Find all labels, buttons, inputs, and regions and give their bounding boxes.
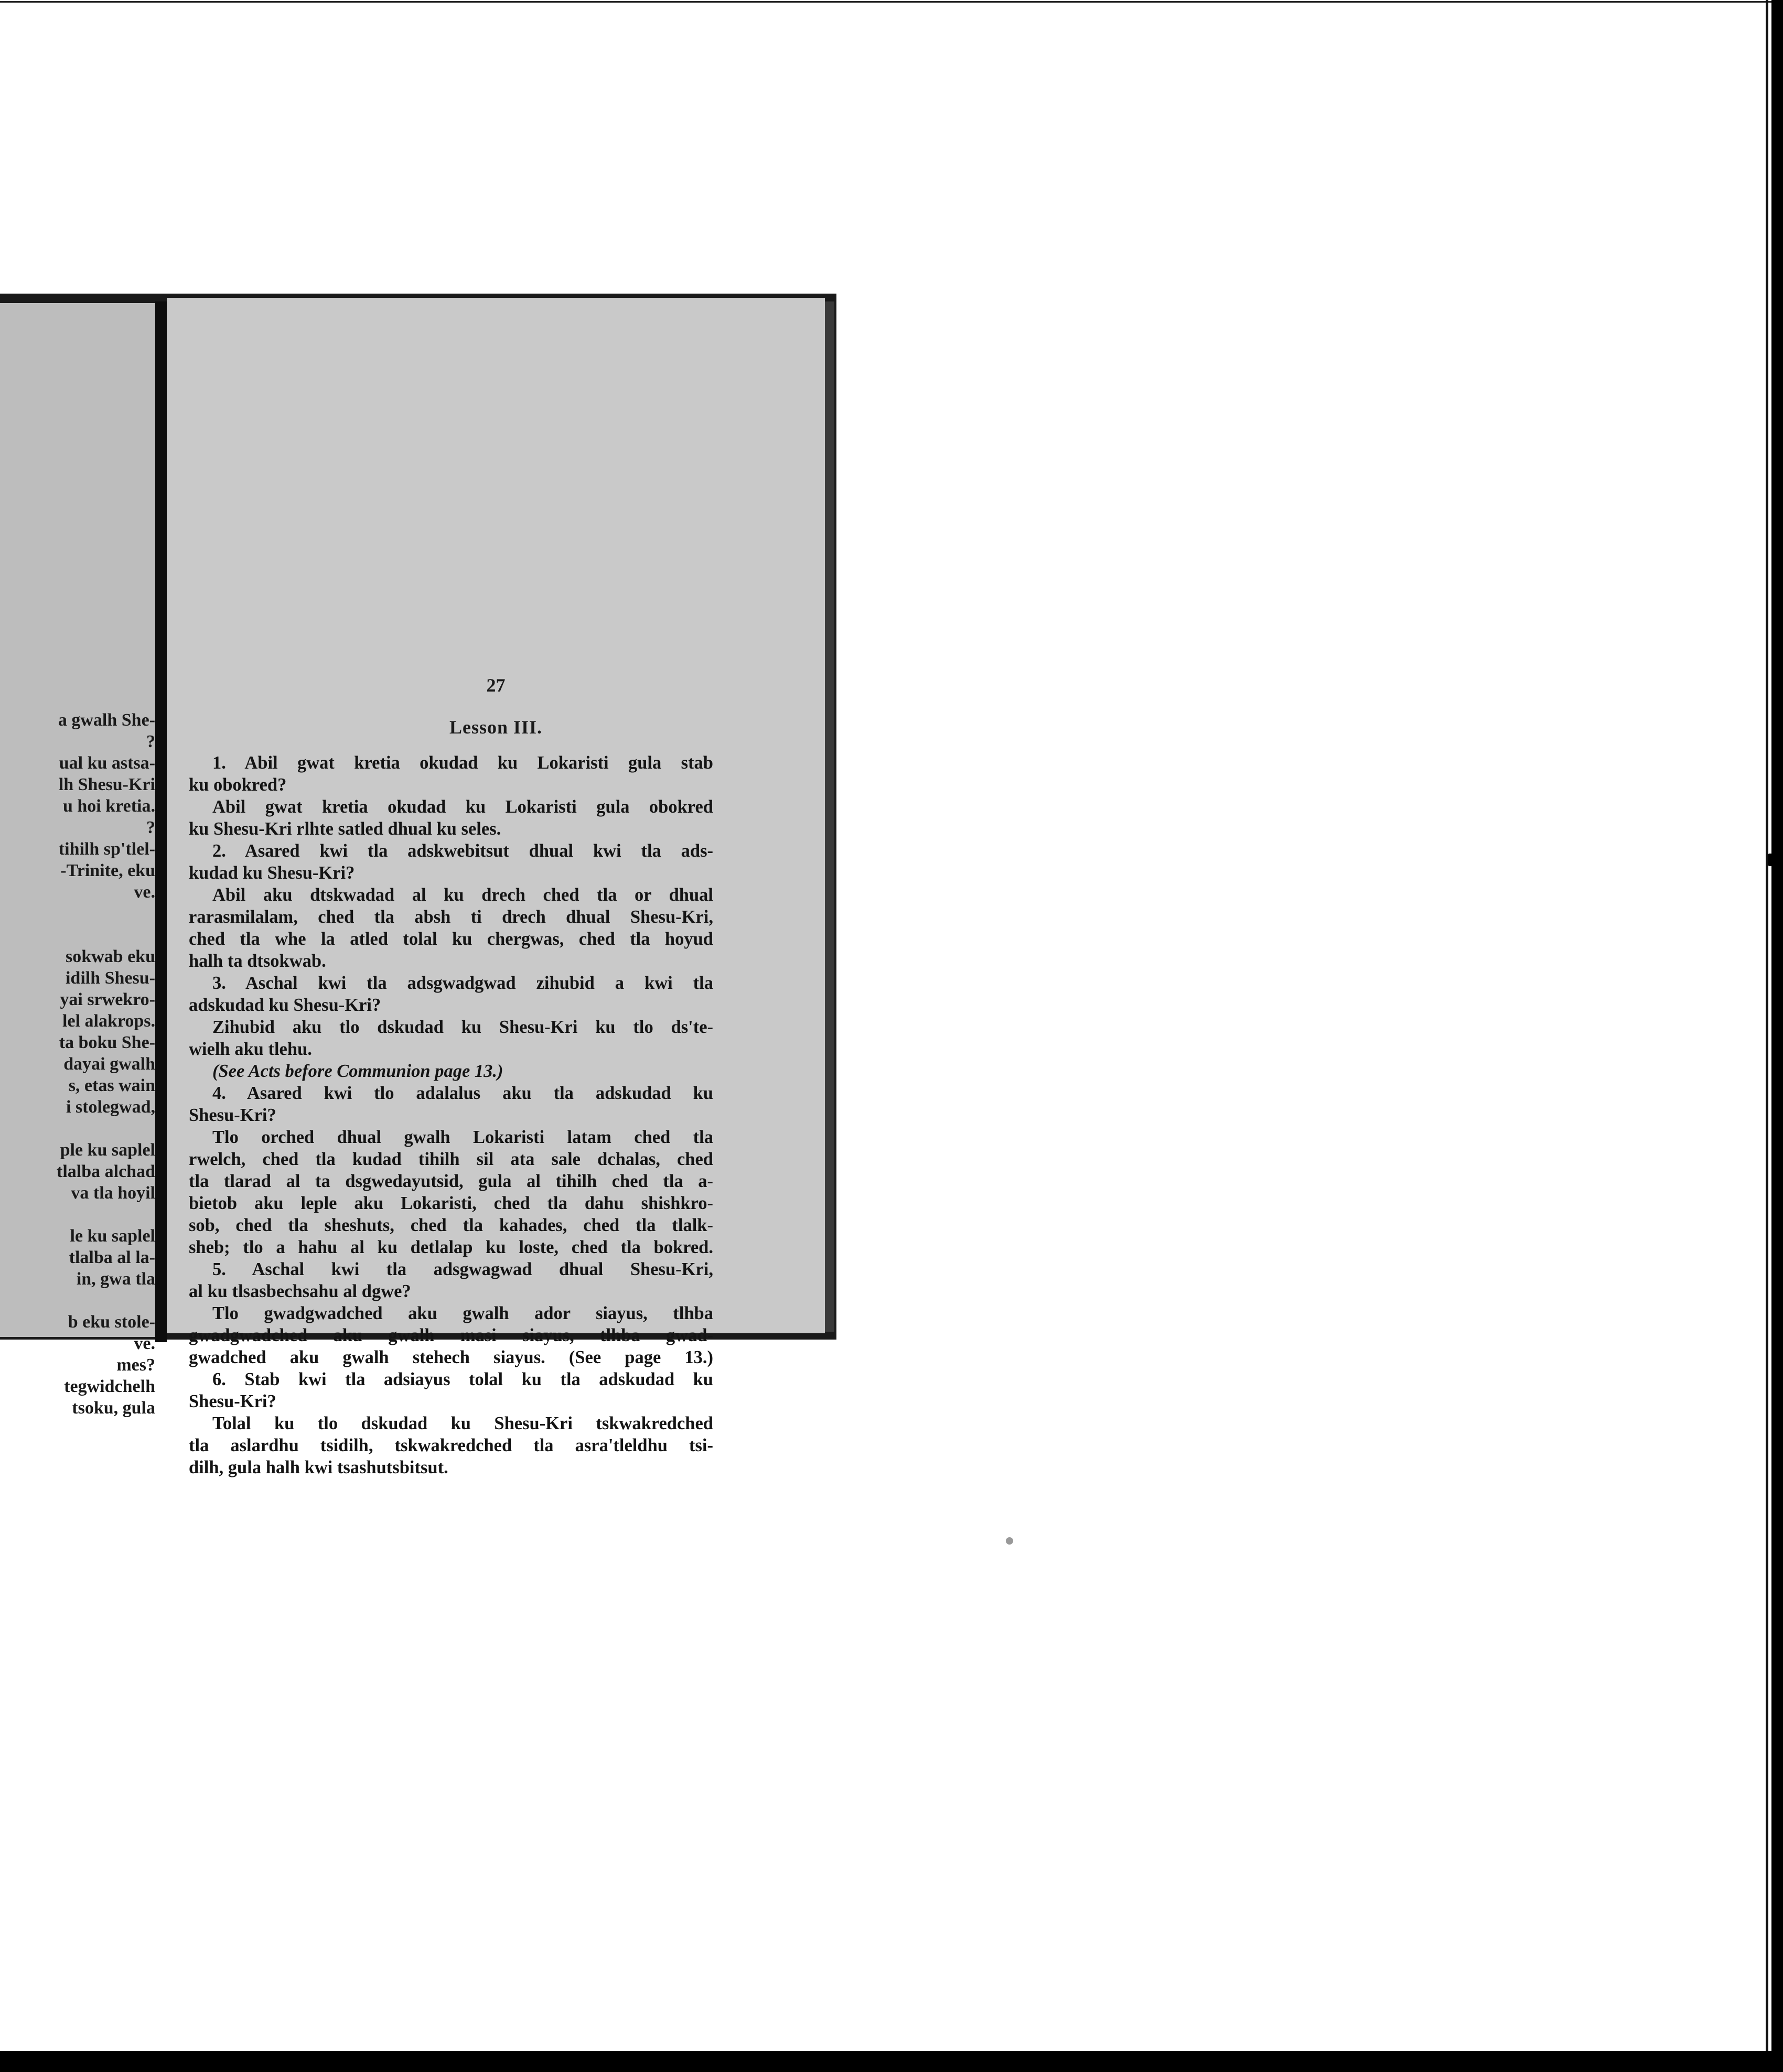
- lesson-line: wielh aku tlehu.: [189, 1039, 312, 1059]
- lesson-line: Tolal ku tlo dskudad ku Shesu-Kri tskwakredched: [212, 1413, 713, 1433]
- right-page: [167, 298, 825, 1477]
- lesson-title: Lesson III.: [449, 717, 543, 738]
- left-page-line: mes?: [116, 1355, 155, 1375]
- left-page-line: tlalba al la-: [69, 1248, 155, 1267]
- scan-frame-bottom: [0, 2051, 1783, 2072]
- lesson-line: sheb; tlo a hahu al ku detlalap ku loste, ched tla bokred.: [189, 1237, 713, 1257]
- left-page-line: ?: [146, 818, 155, 837]
- lesson-body: [189, 752, 713, 1479]
- lesson-line: tla aslardhu tsidilh, tskwakredched tla asra'tleldhu tsi-: [189, 1436, 713, 1455]
- lesson-line: Shesu-Kri?: [189, 1391, 276, 1411]
- left-page-line: [0, 1290, 155, 1311]
- left-page-line: yai srwekro-: [60, 990, 155, 1009]
- lesson-line: Tlo orched dhual gwalh Lokaristi latam ched tla: [212, 1127, 713, 1147]
- left-page-line: tsoku, gula: [72, 1398, 155, 1418]
- left-page-line: [0, 903, 155, 924]
- scan-frame-right: [1771, 0, 1783, 2072]
- lesson-line: 5. Aschal kwi tla adsgwagwad dhual Shesu-Kri,: [212, 1259, 713, 1279]
- lesson-line: halh ta dtsokwab.: [189, 951, 326, 971]
- left-page-line: dayai gwalh: [63, 1054, 155, 1074]
- left-page-line: tihilh sp'tlel-: [58, 839, 155, 859]
- lesson-line: gwadgwadched aku gwalh masi siayus, tlhba gwad-: [189, 1325, 713, 1345]
- lesson-line: 3. Aschal kwi tla adsgwadgwad zihubid a kwi tla: [212, 973, 713, 993]
- lesson-line: al ku tlsasbechsahu al dgwe?: [189, 1281, 411, 1301]
- lesson-line: sob, ched tla sheshuts, ched tla kahades, ched tla tlalk-: [189, 1215, 713, 1235]
- lesson-line: 1. Abil gwat kretia okudad ku Lokaristi gula stab: [212, 753, 713, 773]
- lesson-line: 2. Asared kwi tla adskwebitsut dhual kwi tla ads-: [212, 841, 713, 861]
- left-page-line: ual ku astsa-: [59, 753, 155, 773]
- lesson-line: ku Shesu-Kri rlhte satled dhual ku seles.: [189, 819, 501, 839]
- left-page-line: ple ku saplel: [60, 1140, 155, 1160]
- left-page-line: [0, 1118, 155, 1139]
- left-page-line: tlalba alchad: [57, 1162, 155, 1181]
- lesson-line: 6. Stab kwi tla adsiayus tolal ku tla adskudad ku: [212, 1369, 713, 1389]
- left-page-line: sokwab eku: [65, 947, 155, 966]
- book-gutter: [155, 301, 167, 1342]
- page-edge: [825, 301, 834, 1332]
- lesson-line: Zihubid aku tlo dskudad ku Shesu-Kri ku tlo ds'te-: [212, 1017, 713, 1037]
- left-page-line: ve.: [134, 882, 155, 902]
- scan-speck: [1006, 1537, 1013, 1545]
- scan-frame-top: [0, 1, 1773, 3]
- left-page-line: u hoi kretia.: [62, 796, 155, 816]
- lesson-line: Abil aku dtskwadad al ku drech ched tla or dhual: [212, 885, 713, 905]
- lesson-line: Tlo gwadgwadched aku gwalh ador siayus, tlhba: [212, 1303, 713, 1323]
- scan-frame-right-inner: [1766, 0, 1768, 2072]
- left-page-line: ?: [146, 732, 155, 751]
- left-page-line: [0, 924, 155, 946]
- lesson-line: (See Acts before Communion page 13.): [212, 1061, 503, 1081]
- lesson-line: bietob aku leple aku Lokaristi, ched tla dahu shishkro-: [189, 1193, 713, 1213]
- lesson-line: kudad ku Shesu-Kri?: [189, 863, 355, 883]
- lesson-line: gwadched aku gwalh stehech siayus. (See page 13.): [189, 1347, 713, 1367]
- left-page-line: va tla hoyil: [71, 1183, 155, 1203]
- lesson-line: tla tlarad al ta dsgwedayutsid, gula al tihilh ched tla a-: [189, 1171, 713, 1191]
- left-page-line: [0, 1204, 155, 1225]
- left-page-line: ta boku She-: [59, 1033, 155, 1052]
- lesson-line: rwelch, ched tla kudad tihilh sil ata sale dchalas, ched: [189, 1149, 713, 1169]
- left-page-line: lel alakrops.: [62, 1011, 155, 1031]
- lesson-line: rarasmilalam, ched tla absh ti drech dhual Shesu-Kri,: [189, 907, 713, 927]
- lesson-line: 4. Asared kwi tlo adalalus aku tla adskudad ku: [212, 1083, 713, 1103]
- page-number: 27: [486, 675, 506, 696]
- left-page-line: le ku saplel: [70, 1226, 155, 1246]
- lesson-line: dilh, gula halh kwi tsashutsbitsut.: [189, 1458, 448, 1477]
- lesson-line: Abil gwat kretia okudad ku Lokaristi gula obokred: [212, 797, 713, 817]
- left-page-line: b eku stole-: [68, 1312, 155, 1332]
- left-page-line: i stolegwad,: [66, 1097, 155, 1117]
- left-page-line: s, etas wain: [68, 1076, 155, 1095]
- scan-speck: [1768, 854, 1773, 866]
- lesson-line: ched tla whe la atled tolal ku chergwas, ched tla hoyud: [189, 929, 713, 949]
- lesson-line: ku obokred?: [189, 775, 287, 795]
- left-page-text: [0, 709, 155, 1419]
- lesson-line: Shesu-Kri?: [189, 1105, 276, 1125]
- left-page-line: ve.: [134, 1334, 155, 1353]
- left-page-line: -Trinite, eku: [60, 861, 155, 880]
- left-page: [0, 303, 157, 1418]
- left-page-line: idilh Shesu-: [65, 968, 155, 988]
- left-page-line: tegwidchelh: [64, 1377, 155, 1396]
- lesson-line: adskudad ku Shesu-Kri?: [189, 995, 381, 1015]
- left-page-line: in, gwa tla: [76, 1269, 155, 1289]
- left-page-line: lh Shesu-Kri: [58, 775, 155, 794]
- left-page-line: a gwalh She-: [58, 710, 155, 730]
